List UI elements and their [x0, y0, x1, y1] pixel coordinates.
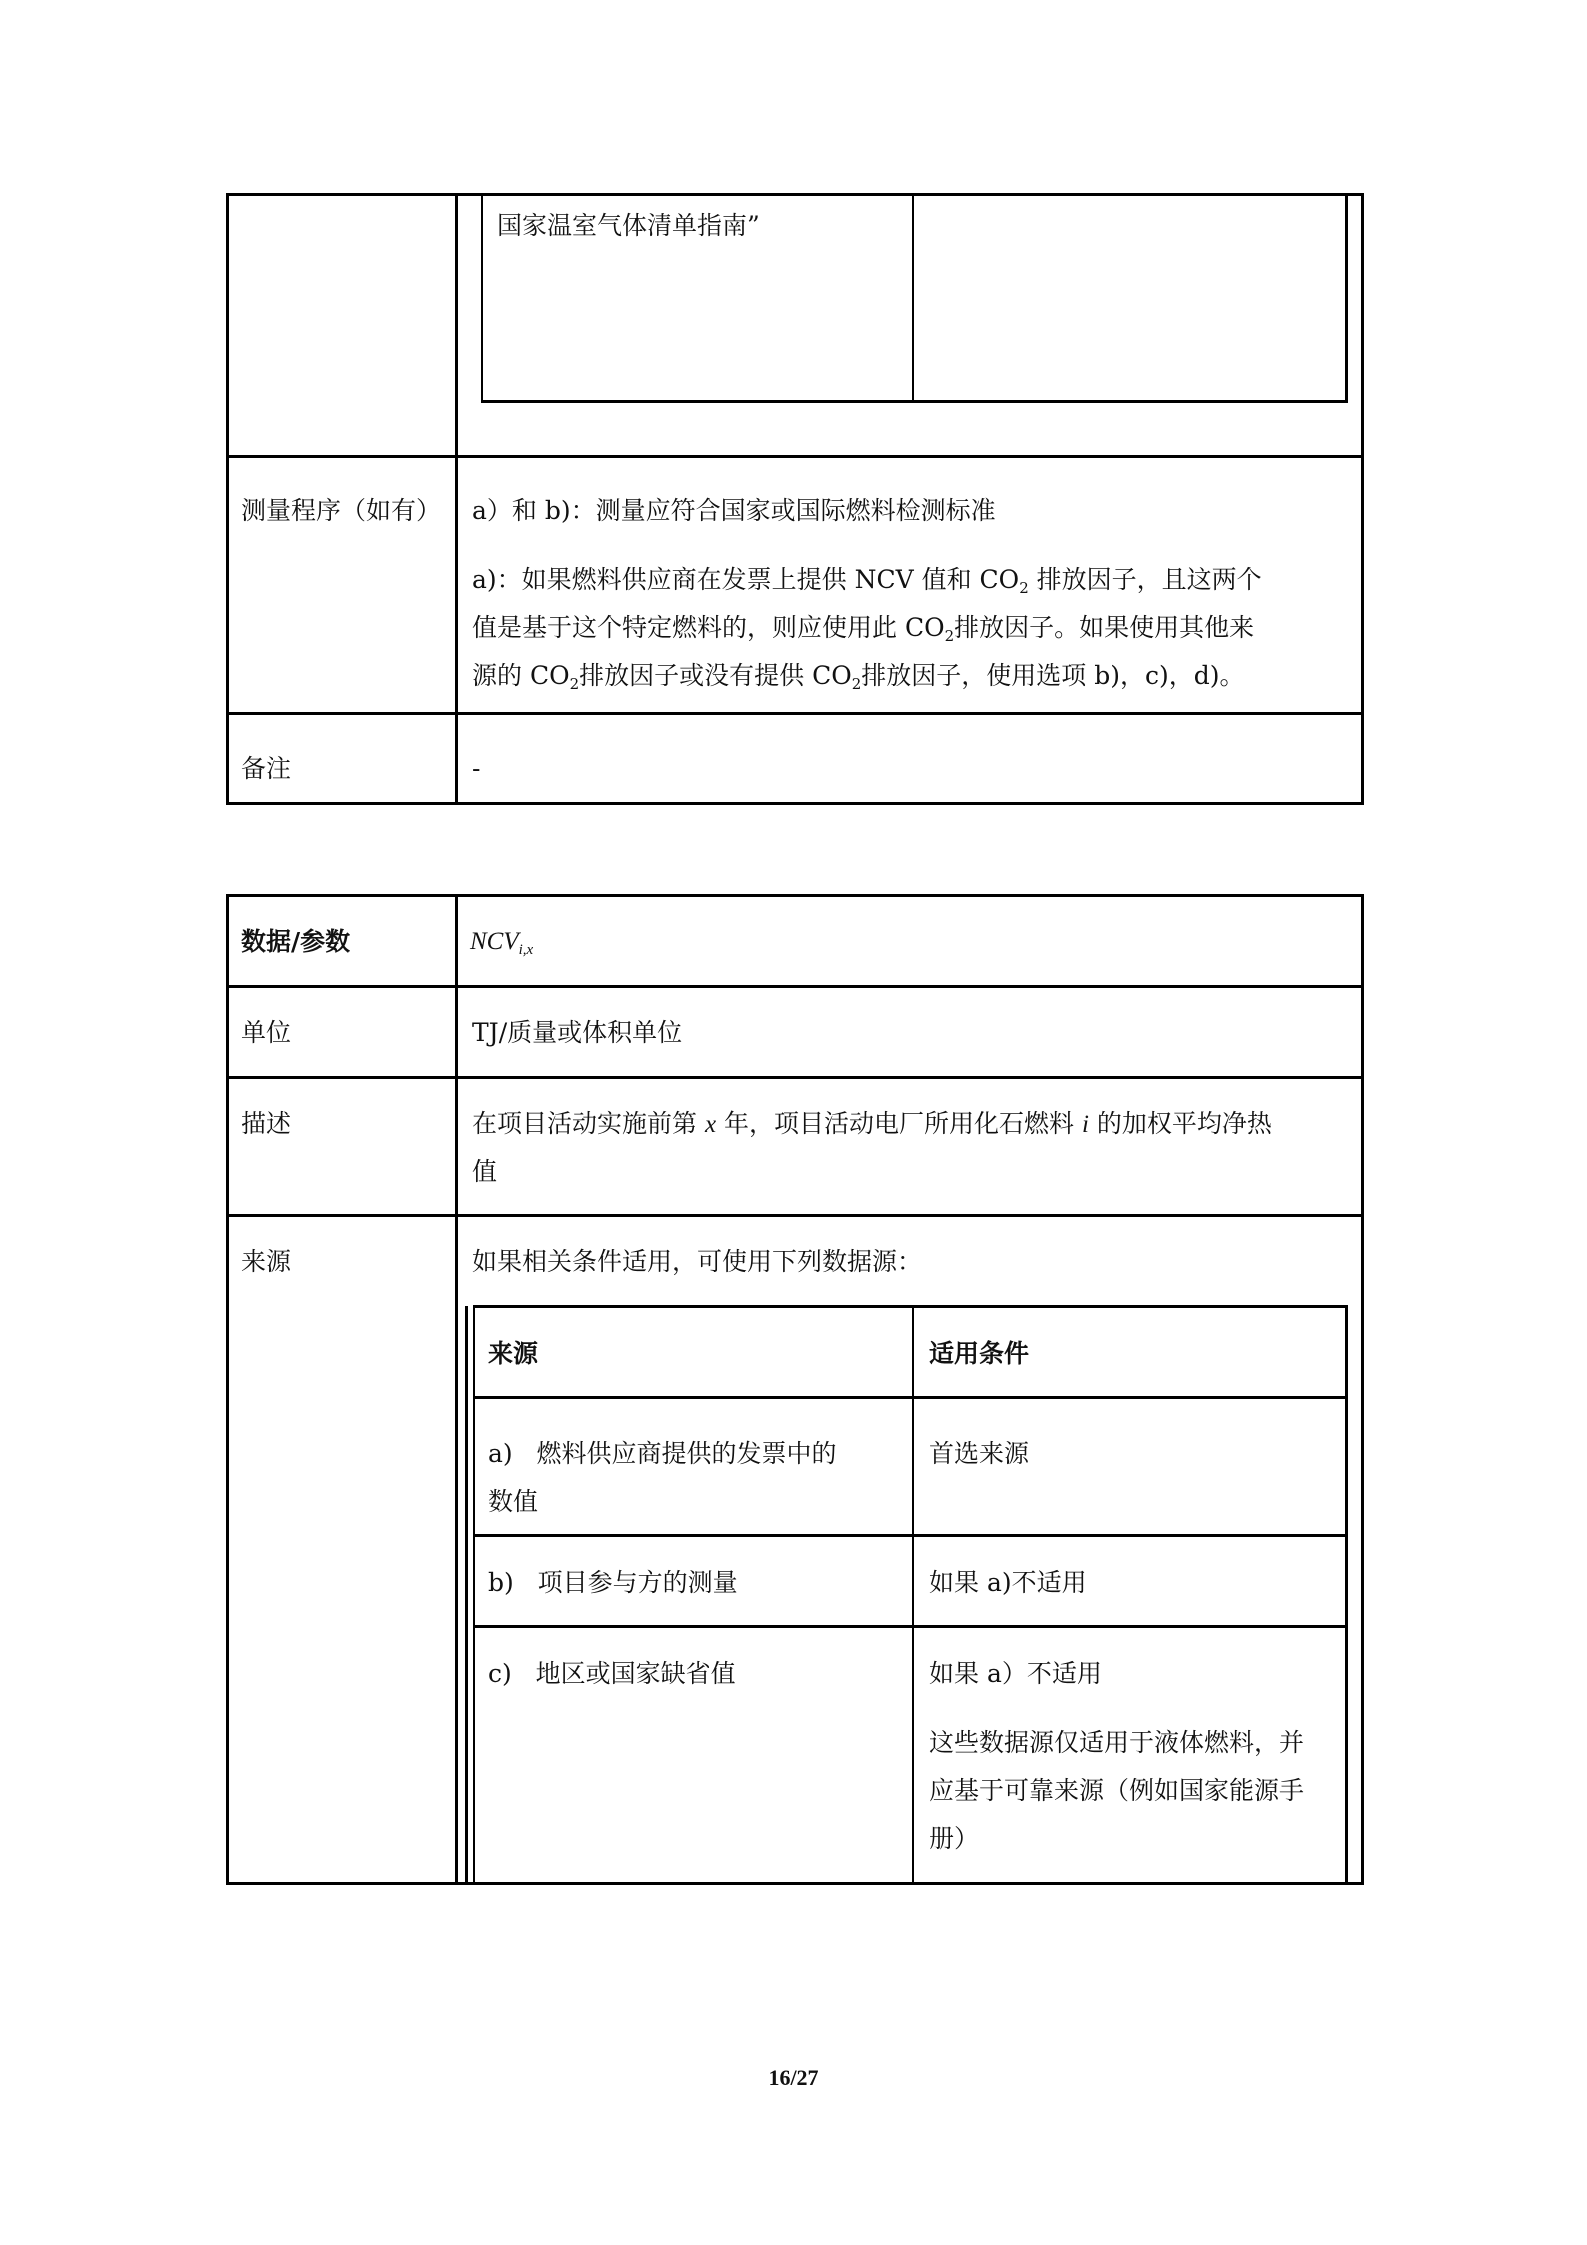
inner-cell-text: 国家温室气体清单指南” [497, 211, 760, 240]
row-label-description: 描述 [241, 1109, 292, 1138]
text: 在项目活动实施前第 [472, 1109, 705, 1138]
condition-c-note-line1: 这些数据源仅适用于液体燃料，并 [929, 1728, 1305, 1757]
subscript: 2 [569, 675, 580, 693]
table2-top-border [226, 894, 1364, 897]
source-a-line2: 数值 [488, 1487, 539, 1516]
text: 排放因子，使用选项 b)，c)，d)。 [861, 661, 1245, 690]
table2-bottom-border [226, 1882, 1364, 1885]
subscript: 2 [944, 627, 955, 645]
table1-row-divider [226, 712, 1364, 715]
measurement-procedure-paragraph-line3 [472, 652, 1244, 700]
subscript: 2 [1019, 579, 1029, 597]
condition-b: 如果 a)不适用 [929, 1568, 1087, 1597]
row-label-source: 来源 [241, 1247, 292, 1276]
text: a)：如果燃料供应商在发票上提供 NCV 值和 CO [472, 565, 1020, 594]
parameter-value [470, 918, 533, 966]
table2-col-divider [455, 894, 458, 1885]
inner-table1-right [1345, 194, 1348, 402]
inner-table1-top [481, 194, 1347, 196]
source-table-left [473, 1305, 475, 1883]
source-table-right [1345, 1305, 1348, 1883]
text: 排放因子或没有提供 CO [579, 661, 852, 690]
page-number: 16/27 [768, 2065, 819, 2090]
inner-table1-bottom [481, 400, 1348, 403]
table1-row-divider [226, 455, 1364, 458]
row-label-measurement-procedure: 测量程序（如有） [241, 496, 442, 525]
description-line1 [472, 1100, 1272, 1149]
variable-i: i [1081, 1111, 1089, 1138]
measurement-procedure-line: a）和 b)：测量应符合国家或国际燃料检测标准 [472, 496, 996, 525]
source-table-top [473, 1305, 1348, 1308]
unit-value: TJ/质量或体积单位 [472, 1018, 683, 1047]
text: 排放因子，且这两个 [1028, 565, 1262, 594]
condition-c-note-line2: 应基于可靠来源（例如国家能源手 [929, 1776, 1305, 1805]
inner-table1-mid [912, 194, 914, 402]
table2-row-divider [226, 1214, 1364, 1217]
table2-row-divider [226, 985, 1364, 988]
text: 值是基于这个特定燃料的，则应使用此 CO [472, 613, 945, 642]
measurement-procedure-paragraph-line1 [472, 556, 1262, 604]
source-table-header-condition: 适用条件 [929, 1339, 1030, 1368]
condition-c: 如果 a）不适用 [929, 1659, 1102, 1688]
text: 的加权平均净热 [1088, 1109, 1272, 1138]
condition-c-note-line3: 册） [929, 1824, 980, 1853]
variable-x: x [704, 1111, 717, 1138]
table1-bottom-border [226, 802, 1364, 805]
source-c: c) 地区或国家缺省值 [488, 1659, 736, 1688]
inner-table1-left [481, 194, 483, 402]
text: 年，项目活动电厂所用化石燃料 [716, 1109, 1082, 1138]
remarks-value: - [472, 754, 481, 783]
text: 排放因子。如果使用其他来 [954, 613, 1255, 642]
table2-left-border [226, 894, 229, 1885]
parameter-subscript: i,x [518, 942, 534, 958]
source-table-row-divider [473, 1534, 1348, 1537]
parameter-symbol: NCV [470, 928, 519, 955]
description-line2: 值 [472, 1157, 498, 1186]
source-table-mid [912, 1305, 914, 1883]
source-cell-inner-left-line [465, 1306, 468, 1884]
row-label-parameter: 数据/参数 [241, 927, 351, 956]
source-table-row-divider [473, 1625, 1348, 1628]
source-table-header-source: 来源 [488, 1339, 539, 1368]
table2-row-divider [226, 1076, 1364, 1079]
condition-a: 首选来源 [929, 1439, 1030, 1468]
text: 源的 CO [472, 661, 570, 690]
source-a-line1: a) 燃料供应商提供的发票中的 [488, 1439, 837, 1468]
row-label-remarks: 备注 [241, 754, 292, 783]
measurement-procedure-paragraph-line2 [472, 604, 1254, 652]
source-table-row-divider [473, 1396, 1348, 1399]
table2-right-border [1361, 894, 1364, 1885]
subscript: 2 [851, 675, 862, 693]
row-label-unit: 单位 [241, 1018, 292, 1047]
source-intro: 如果相关条件适用，可使用下列数据源： [472, 1247, 923, 1276]
source-b: b) 项目参与方的测量 [488, 1568, 738, 1597]
